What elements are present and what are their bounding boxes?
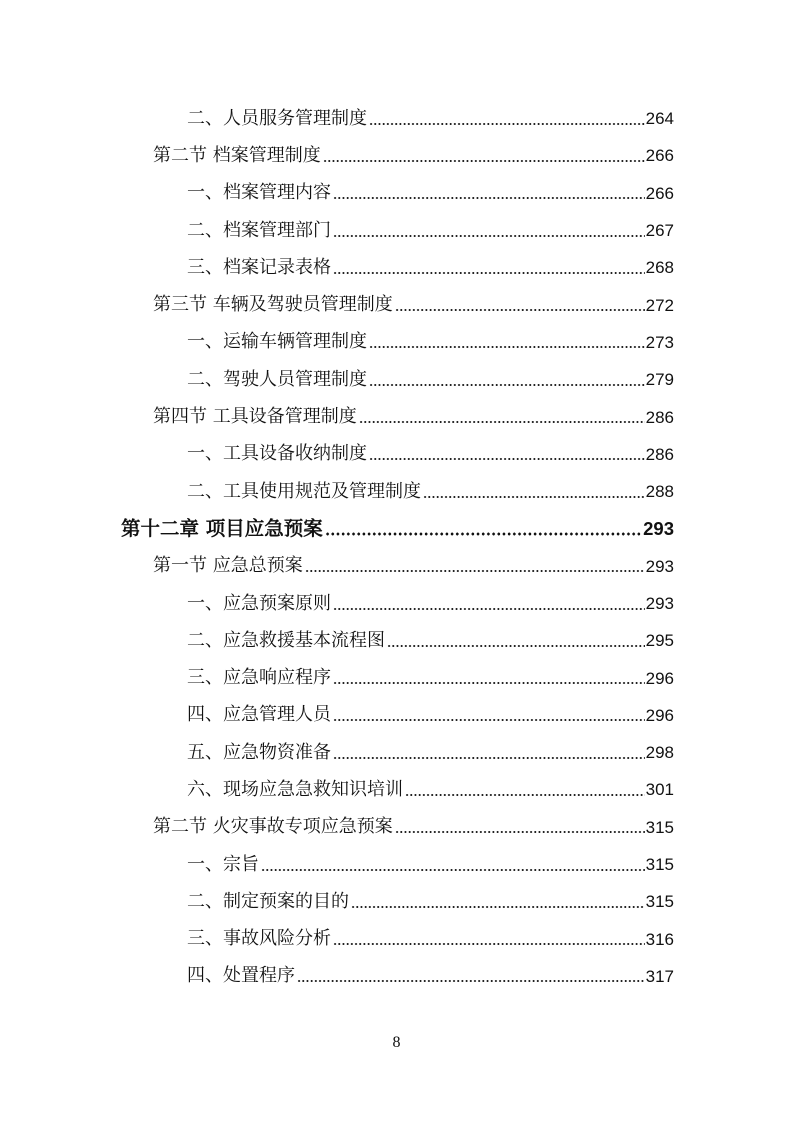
toc-leader-dots <box>261 856 645 874</box>
toc-leader-dots <box>333 744 645 762</box>
toc-entry[interactable] <box>0 622 793 659</box>
toc-leader-dots <box>323 147 645 165</box>
toc-entry[interactable] <box>0 809 793 846</box>
toc-entry-page: 272 <box>645 295 674 315</box>
toc-entry[interactable] <box>0 585 793 622</box>
toc-entry-label: 第三节 车辆及驾驶员管理制度 <box>153 294 393 316</box>
toc-entry[interactable] <box>0 921 793 958</box>
toc-entry-label: 三、事故风险分析 <box>187 928 331 950</box>
toc-entry-label: 第四节 工具设备管理制度 <box>153 406 357 428</box>
toc-entry[interactable] <box>0 398 793 435</box>
toc-entry-label: 一、应急预案原则 <box>187 592 331 614</box>
toc-entry-label: 二、应急救援基本流程图 <box>187 629 385 651</box>
toc-entry-page: 315 <box>645 855 674 875</box>
toc-entry[interactable] <box>0 548 793 585</box>
toc-entry-page: 267 <box>645 221 674 241</box>
toc-entry[interactable] <box>0 100 793 137</box>
toc-leader-dots <box>333 706 645 724</box>
toc-leader-dots <box>369 110 645 128</box>
toc-entry-page: 273 <box>645 332 674 352</box>
toc-entry[interactable] <box>0 883 793 920</box>
toc-leader-dots <box>369 445 645 463</box>
toc-leader-dots <box>405 781 645 799</box>
toc-entry-page: 301 <box>645 780 674 800</box>
toc-entry-page: 266 <box>645 183 674 203</box>
toc-entry-page: 293 <box>645 556 674 576</box>
toc-entry-page: 316 <box>645 929 674 949</box>
toc-entry[interactable] <box>0 659 793 696</box>
toc-entry-label: 四、应急管理人员 <box>187 704 331 726</box>
toc-leader-dots <box>423 483 645 501</box>
toc-entry-page: 315 <box>645 817 674 837</box>
toc-leader-dots <box>351 893 645 911</box>
toc-leader-dots <box>297 967 645 985</box>
toc-entry[interactable] <box>0 734 793 771</box>
toc-entry-label: 二、档案管理部门 <box>187 219 331 241</box>
toc-entry[interactable] <box>0 697 793 734</box>
toc-entry-label: 第一节 应急总预案 <box>153 555 303 577</box>
toc-entry-label: 第二节 档案管理制度 <box>153 144 321 166</box>
toc-entry-label: 五、应急物资准备 <box>187 741 331 763</box>
toc-entry-page: 293 <box>645 594 674 613</box>
toc-entry-label: 二、工具使用规范及管理制度 <box>187 480 421 502</box>
toc-entry[interactable] <box>0 436 793 473</box>
toc-entry-page: 296 <box>645 705 674 725</box>
toc-entry-page: 286 <box>645 407 674 427</box>
toc-entry-label: 第二节 火灾事故专项应急预案 <box>153 816 393 838</box>
toc-leader-dots <box>333 595 645 613</box>
toc-leader-dots <box>369 333 645 351</box>
toc-leader-dots <box>325 519 642 539</box>
toc-entry[interactable] <box>0 361 793 398</box>
toc-entry-label: 二、制定预案的目的 <box>187 890 349 912</box>
toc-leader-dots <box>333 259 645 277</box>
toc-leader-dots <box>369 371 645 389</box>
toc-entry-page: 296 <box>645 668 674 688</box>
toc-entry[interactable] <box>0 249 793 286</box>
toc-leader-dots <box>305 557 645 575</box>
toc-entry[interactable] <box>0 473 793 510</box>
toc-entry-page: 268 <box>645 258 674 278</box>
toc-entry-label: 二、驾驶人员管理制度 <box>187 368 367 390</box>
toc-entry-label: 第十二章 项目应急预案 <box>121 517 323 541</box>
table-of-contents <box>0 100 793 995</box>
toc-leader-dots <box>333 930 645 948</box>
toc-entry-page: 264 <box>645 109 674 129</box>
toc-entry-label: 一、档案管理内容 <box>187 182 331 204</box>
toc-leader-dots <box>333 184 645 202</box>
toc-entry-label: 四、处置程序 <box>187 965 295 987</box>
toc-entry-page: 295 <box>645 631 674 651</box>
toc-entry[interactable] <box>0 286 793 323</box>
toc-entry-page: 298 <box>645 743 674 763</box>
toc-entry[interactable] <box>0 175 793 212</box>
toc-entry-page: 279 <box>645 370 674 390</box>
toc-entry[interactable] <box>0 958 793 995</box>
toc-leader-dots <box>333 669 645 687</box>
toc-entry-page: 266 <box>645 146 674 166</box>
toc-leader-dots <box>333 222 645 240</box>
toc-entry-label: 三、应急响应程序 <box>187 667 331 689</box>
toc-leader-dots <box>359 408 645 426</box>
toc-entry-page: 317 <box>645 966 674 986</box>
toc-entry[interactable] <box>0 212 793 249</box>
toc-entry-label: 一、运输车辆管理制度 <box>187 331 367 353</box>
toc-entry[interactable] <box>0 137 793 174</box>
toc-chapter-entry[interactable] <box>0 510 793 547</box>
toc-leader-dots <box>387 632 645 650</box>
toc-entry[interactable] <box>0 771 793 808</box>
toc-leader-dots <box>395 818 645 836</box>
toc-leader-dots <box>395 296 645 314</box>
page-number: 8 <box>392 1034 401 1051</box>
toc-entry-label: 二、人员服务管理制度 <box>187 107 367 129</box>
toc-entry-page: 293 <box>643 517 674 539</box>
toc-entry-label: 六、现场应急急救知识培训 <box>187 778 403 800</box>
toc-entry-label: 三、档案记录表格 <box>187 256 331 278</box>
toc-entry[interactable] <box>0 846 793 883</box>
toc-entry-label: 一、工具设备收纳制度 <box>187 443 367 465</box>
toc-entry-page: 286 <box>645 444 674 464</box>
toc-entry-page: 315 <box>645 892 674 912</box>
toc-entry-page: 288 <box>645 482 674 502</box>
toc-entry[interactable] <box>0 324 793 361</box>
toc-entry-label: 一、宗旨 <box>187 853 259 875</box>
